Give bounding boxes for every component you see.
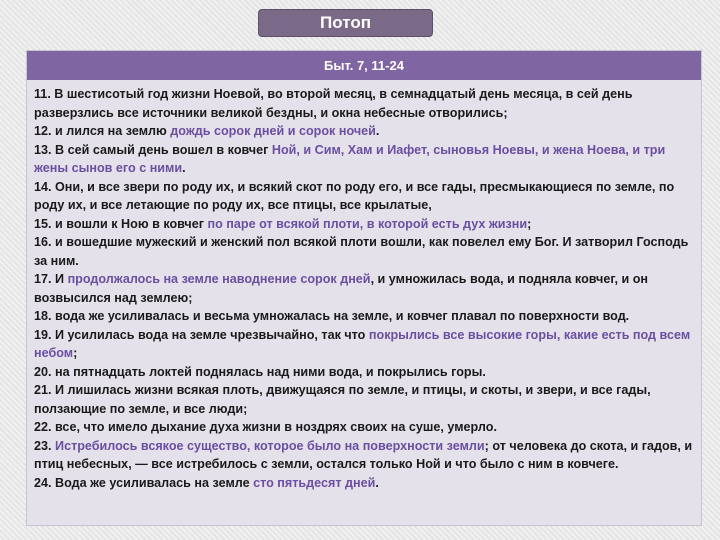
verse-14 [34, 178, 694, 215]
verse-text: 14. Они, и все звери по роду их, и всякий скот по роду его, и все гады, пресмыкающиеся по земле, по роду их, и все летающие по роду их, все птицы, все крылатые, [34, 179, 675, 212]
verse-highlight: Ной, и Сим, Хам и Иафет, сыновья Ноевы, и жена Ноева, и три жены сынов его с ними [34, 142, 666, 175]
verse-highlight: Истребилось всякое существо, которое было на поверхности земли [55, 438, 485, 453]
verse-18 [34, 307, 694, 326]
table-header: Быт. 7, 11-24 [27, 51, 701, 80]
verse-text: 19. И усилилась вода на земле чрезвычайно, так что [34, 327, 369, 342]
verse-21 [34, 381, 694, 418]
verse-text: . [182, 161, 186, 175]
verse-text: 24. Вода же усиливалась на земле [34, 475, 254, 490]
verse-text: 11. В шестисотый год жизни Ноевой, во второй месяц, в семнадцатый день месяца, в сей день разверзлись все источники великой бездны, и окна небесные отворились; [34, 87, 633, 120]
verse-highlight: продолжалось на земле наводнение сорок дней [67, 272, 371, 286]
verse-text: 18. вода же усиливалась и весьма умножалась на земле, и ковчег плавал по поверхности вод. [34, 309, 630, 323]
verse-16 [34, 233, 694, 270]
verse-text: , и умножилась вода, и подняла ковчег, и он возвысился над землею; [34, 272, 649, 305]
verse-text: ; [527, 216, 532, 231]
verse-text: 22. все, что имело дыхание духа жизни в ноздрях своих на суше, умерло. [34, 420, 497, 434]
verse-15 [34, 215, 694, 234]
verse-highlight: дождь сорок дней и сорок ночей [170, 124, 376, 138]
slide-title: Потоп [258, 9, 433, 37]
verse-text: ; от человека до скота, и гадов, и птиц небесных, — все истребилось с земли, остался только Ной и что было с ним в ковчеге. [34, 438, 693, 471]
verse-text: . [375, 124, 380, 138]
verse-text: 21. И лишилась жизни всякая плоть, движущаяся по земле, и птицы, и скоты, и звери, и все гады, ползающие по земле, и все люди; [34, 383, 651, 416]
verse-24 [34, 474, 694, 493]
verse-text: 17. И [34, 272, 68, 286]
verse-text: 20. на пятнадцать локтей поднялась над ними вода, и покрылись горы. [34, 364, 486, 379]
verse-19 [34, 326, 694, 363]
verse-highlight: сто пятьдесят дней [253, 475, 376, 490]
table-body [27, 80, 701, 492]
verse-text: 12. и лился на землю [34, 124, 171, 138]
scripture-table [26, 50, 702, 526]
verse-17 [34, 270, 694, 307]
verse-highlight: покрылись все высокие горы, какие есть под всем небом [34, 327, 691, 360]
verse-text: 16. и вошедшие мужеский и женский пол всякой плоти вошли, как повелел ему Бог. И затворил Господь за ним. [34, 235, 689, 268]
verse-text: ; [73, 346, 78, 360]
verse-23 [34, 437, 694, 474]
verse-text: 23. [34, 438, 56, 453]
verse-13 [34, 141, 694, 178]
verse-text: 15. и вошли к Ною в ковчег [34, 216, 208, 231]
verse-12 [34, 122, 694, 141]
verse-text: . [375, 475, 379, 490]
verse-highlight: по паре от всякой плоти, в которой есть дух жизни [207, 216, 528, 231]
verse-11 [34, 85, 694, 122]
verse-text: 13. В сей самый день вошел в ковчег [34, 142, 272, 157]
verse-22 [34, 418, 694, 437]
verse-20 [34, 363, 694, 382]
